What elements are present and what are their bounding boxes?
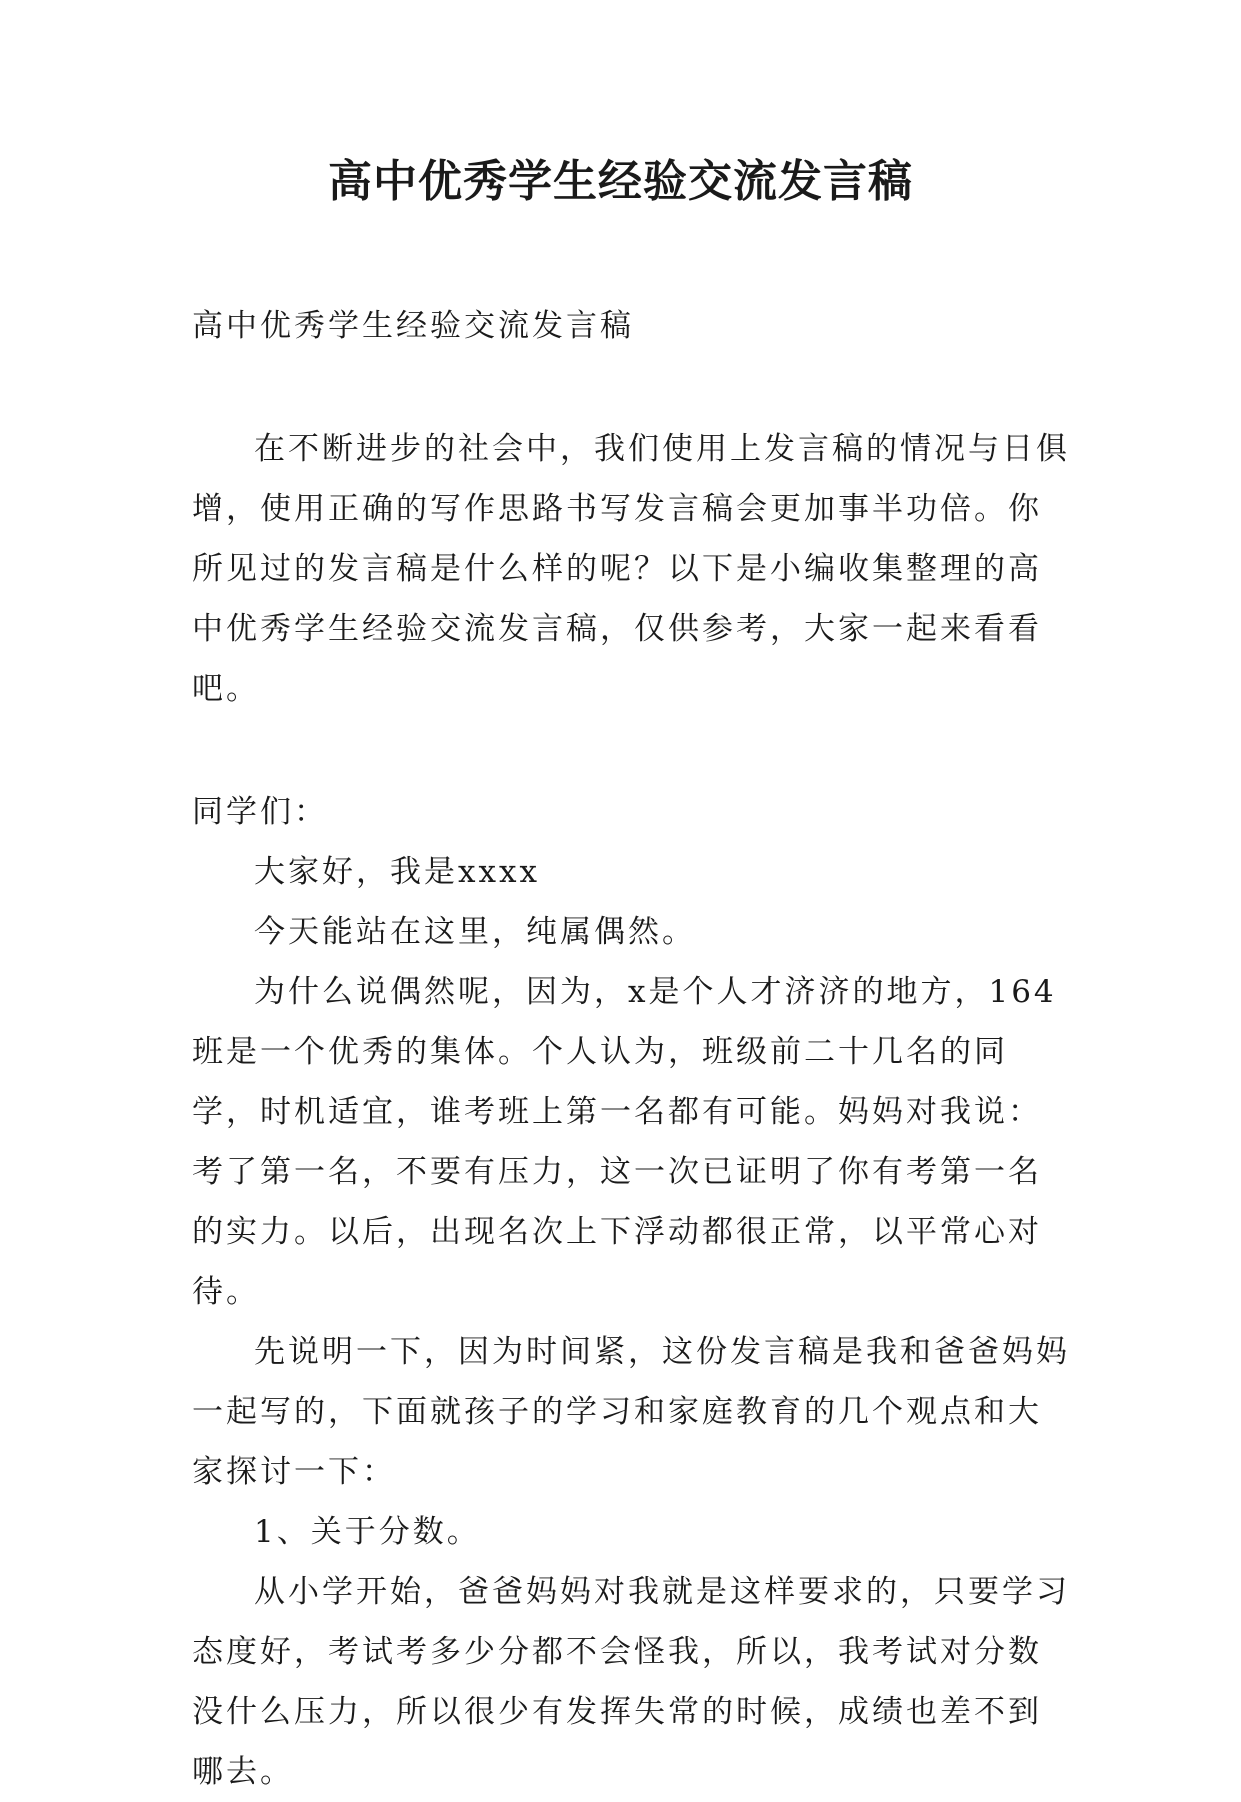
document-title: 高中优秀学生经验交流发言稿 bbox=[328, 156, 913, 207]
document-body bbox=[192, 296, 1072, 1802]
document-subtitle: 高中优秀学生经验交流发言稿 bbox=[192, 308, 634, 344]
body-paragraph: 今天能站在这里，纯属偶然。 bbox=[254, 914, 696, 950]
body-paragraph: 从小学开始，爸爸妈妈对我就是这样要求的，只要学习态度好，考试考多少分都不会怪我，所以，我考试对分数没什么压力，所以很少有发挥失常的时候，成绩也差不到哪去。 bbox=[192, 1574, 1070, 1790]
section-heading: 1、关于分数。 bbox=[254, 1514, 481, 1550]
intro-paragraph: 在不断进步的社会中，我们使用上发言稿的情况与日俱增，使用正确的写作思路书写发言稿会更加事半功倍。你所见过的发言稿是什么样的呢？以下是小编收集整理的高中优秀学生经验交流发言稿，仅供参考，大家一起来看看吧。 bbox=[192, 431, 1070, 707]
body-paragraph: 先说明一下，因为时间紧，这份发言稿是我和爸爸妈妈一起写的，下面就孩子的学习和家庭教育的几个观点和大家探讨一下： bbox=[192, 1334, 1070, 1490]
body-paragraph: 为什么说偶然呢，因为，x是个人才济济的地方，164班是一个优秀的集体。个人认为，班级前二十几名的同学，时机适宜，谁考班上第一名都有可能。妈妈对我说：考了第一名，不要有压力，这一次已证明了你有考第一名的实力。以后，出现名次上下浮动都很正常，以平常心对待。 bbox=[192, 974, 1057, 1310]
salutation: 同学们： bbox=[192, 794, 328, 830]
body-paragraph: 大家好，我是xxxx bbox=[254, 854, 540, 890]
